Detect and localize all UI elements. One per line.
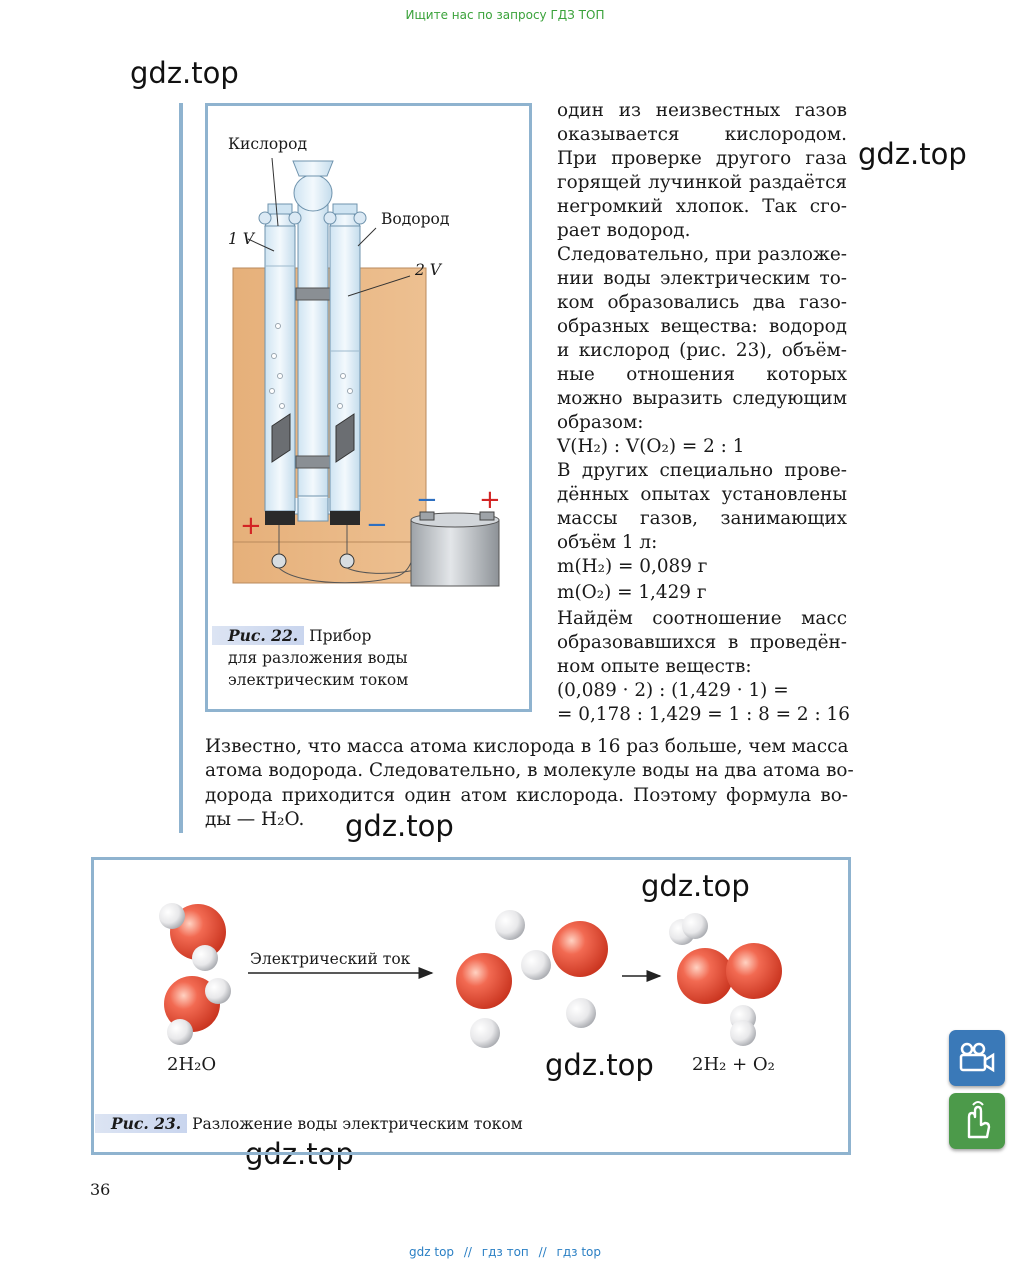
text-line: нии воды электрическим то- <box>557 268 847 289</box>
figure-22-caption <box>228 625 518 691</box>
text-line: образовавшихся в проведён- <box>557 632 847 653</box>
figure-23-caption <box>111 1113 523 1135</box>
formula-line: m(O₂) = 1,429 г <box>557 582 707 603</box>
text-line: образом: <box>557 412 644 433</box>
formula-line: = 0,178 : 1,429 = 1 : 8 = 2 : 16 <box>557 704 850 725</box>
volume-2v-label: 2 V <box>415 261 441 279</box>
water-decomposition-illustration <box>94 860 848 1152</box>
video-camera-icon <box>949 1030 1005 1086</box>
watermark: gdz.top <box>245 1137 354 1171</box>
watermark: gdz.top <box>858 137 967 171</box>
oxygen-label: Кислород <box>228 135 307 153</box>
top-banner[interactable]: Ищите нас по запросу ГДЗ ТОП <box>405 8 605 22</box>
formula-line: m(H₂) = 0,089 г <box>557 556 708 577</box>
caption-line: для разложения воды <box>228 649 408 667</box>
text-line: негромкий хлопок. Так сго- <box>557 196 847 217</box>
text-line: ные отношения которых <box>557 364 847 385</box>
text-line: Известно, что масса атома кислорода в 16 раз больше, чем масса <box>205 736 849 757</box>
battery-plus-sign: + <box>479 485 501 515</box>
caption-line: электрическим током <box>228 671 409 689</box>
text-line: Найдём соотношение масс <box>557 608 847 629</box>
text-line: ком образовались два газо- <box>557 292 847 313</box>
arrow-label: Электрический ток <box>250 950 411 968</box>
watermark: gdz.top <box>345 809 454 843</box>
footer-link[interactable]: гдз top <box>556 1245 601 1259</box>
battery-minus-sign: − <box>416 485 438 515</box>
interactive-button[interactable] <box>949 1093 1005 1149</box>
conclusion-paragraph <box>205 735 854 832</box>
text-line: дённых опытах установлены <box>557 484 847 505</box>
text-line: При проверке другого газа <box>557 148 847 169</box>
page-number: 36 <box>90 1180 111 1199</box>
text-line: один из неизвестных газов <box>557 100 847 121</box>
text-line: объём 1 л: <box>557 532 658 553</box>
text-line: ды — H₂O. <box>205 808 305 830</box>
margin-bar <box>179 103 183 833</box>
text-line: можно выразить следующим <box>557 388 847 409</box>
watermark: gdz.top <box>545 1048 654 1082</box>
caption-text: Разложение воды электрическим током <box>192 1115 523 1133</box>
footer-separator: // <box>538 1245 547 1259</box>
figure-22 <box>205 103 532 712</box>
minus-sign-left: − <box>366 510 388 540</box>
footer-link[interactable]: гдз топ <box>481 1245 529 1259</box>
figure-23-label: Рис. 23. <box>95 1114 187 1133</box>
footer-link[interactable]: gdz top <box>409 1245 455 1259</box>
text-line: и кислород (рис. 23), объём- <box>557 340 847 361</box>
text-line: образных вещества: водород <box>557 316 847 337</box>
caption-line: Прибор <box>309 627 372 645</box>
text-line: оказывается кислородом. <box>557 124 847 145</box>
formula-line: V(H₂) : V(O₂) = 2 : 1 <box>557 436 745 457</box>
volume-1v-label: 1 V <box>228 230 254 248</box>
figure-23 <box>91 857 851 1155</box>
text-line: Следовательно, при разложе- <box>557 244 847 265</box>
text-line: В других специально прове- <box>557 460 847 481</box>
text-line: ном опыте веществ: <box>557 656 752 677</box>
text-line: атома водорода. Следовательно, в молекуле воды на два атома во- <box>205 760 854 782</box>
watermark: gdz.top <box>130 56 239 90</box>
formula-line: (0,089 · 2) : (1,429 · 1) = <box>557 680 789 701</box>
text-line: дорода приходится один атом кислорода. Поэтому формула во- <box>205 784 848 806</box>
plus-sign-left: + <box>240 511 262 541</box>
figure-22-label: Рис. 22. <box>212 626 304 645</box>
right-column-text <box>557 99 850 727</box>
hydrogen-label: Водород <box>381 210 450 228</box>
hand-tap-icon <box>949 1093 1005 1149</box>
text-line: рает водород. <box>557 220 691 241</box>
reactant-formula: 2H₂O <box>167 1054 217 1075</box>
watermark: gdz.top <box>641 869 750 903</box>
footer-links <box>0 1245 1010 1259</box>
footer-separator: // <box>463 1245 472 1259</box>
video-button[interactable] <box>949 1030 1005 1086</box>
text-line: массы газов, занимающих <box>557 508 847 529</box>
product-formula: 2H₂ + O₂ <box>692 1054 775 1075</box>
electrolysis-apparatus-illustration <box>208 106 529 709</box>
text-line: горящей лучинкой раздаётся <box>557 172 847 193</box>
